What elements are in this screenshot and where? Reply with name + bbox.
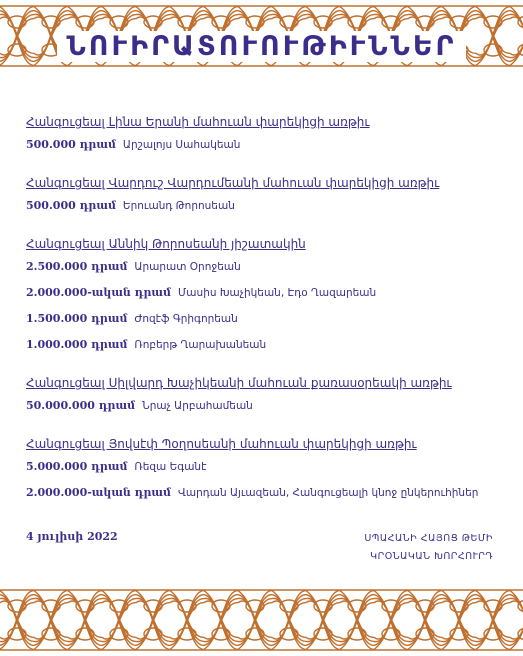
donation-amount: 500.000 դրամ	[26, 138, 116, 151]
donor-name: Ռեզա Եգանէ	[134, 461, 207, 473]
donation-amount: 1.500.000 դրամ	[26, 312, 128, 325]
section-heading: Հանգուցեալ Լինա Երանի մահուան փարեկիցի առթիւ	[26, 115, 370, 129]
donor-name: Վարդան Այւազեան, Հանգուցեալի կնոջ ընկերուհիներ	[178, 487, 479, 499]
donor-name: Ռոբերթ Ղարախանեան	[134, 339, 267, 351]
section-heading: Հանգուցեալ Յովսէփ Պօղոսեանի մահուան փարեկիցի առթիւ	[26, 437, 417, 451]
page-title: ՆՈՒԻՐԱՏՈՒՈՒԹԻՒՆՆԵՐ	[0, 30, 523, 64]
donation-section	[26, 112, 506, 158]
donation-amount: 500.000 դրամ	[26, 199, 116, 212]
donor-name: Նրաչ Արբահամեան	[142, 400, 253, 412]
donation-section	[26, 373, 506, 419]
donation-entry	[26, 393, 506, 419]
donation-amount: 5.000.000 դրամ	[26, 460, 128, 473]
donation-section	[26, 234, 506, 358]
donation-entry	[26, 480, 506, 506]
signature-line-1: ՍՊԱՀԱՆԻ ՀԱՅՈՑ ԹԵՄԻ	[364, 533, 493, 544]
donation-entry	[26, 132, 506, 158]
celtic-knot-border-bottom	[0, 586, 523, 654]
donation-entry	[26, 306, 506, 332]
donations-list	[26, 112, 506, 521]
bottom-ornament-band	[0, 586, 523, 654]
donation-amount: 2.500.000 դրամ	[26, 260, 128, 273]
publication-date: 4 յուլիսի 2022	[26, 530, 118, 543]
signature-line-2: ԿՐՕՆԱԿԱՆ ԽՈՐՀՈՒՐԴ	[370, 551, 493, 562]
donor-name: Երուանդ Թորոսեան	[122, 200, 235, 212]
donation-amount: 2.000.000-ական դրամ	[26, 286, 171, 299]
donor-name: Արարատ Օրոջեան	[134, 261, 241, 273]
donation-section	[26, 173, 506, 219]
section-heading: Հանգուցեալ Սիլվարդ Խաչիկեանի մահուան քառասօրեակի առթիւ	[26, 376, 452, 390]
section-heading: Հանգուցեալ Վարդուշ Վարդումեանի մահուան փարեկիցի առթիւ	[26, 176, 440, 190]
donation-section	[26, 434, 506, 506]
section-heading: Հանգուցեալ Աննիկ Թորոսեանի յիշատակին	[26, 237, 306, 251]
signature-block	[364, 530, 493, 566]
donation-amount: 2.000.000-ական դրամ	[26, 486, 171, 499]
donor-name: Մասիս Խաչիկեան, Էդօ Ղազարեան	[178, 287, 377, 299]
donation-amount: 50.000.000 դրամ	[26, 399, 136, 412]
donation-entry	[26, 280, 506, 306]
donation-entry	[26, 454, 506, 480]
donation-amount: 1.000.000 դրամ	[26, 338, 128, 351]
knot-strands	[0, 590, 523, 650]
donor-name: Ժոզէֆ Գրիգորեան	[134, 313, 238, 325]
donation-entry	[26, 193, 506, 219]
donor-name: Արշալոյս Սահակեան	[122, 139, 241, 151]
donation-entry	[26, 254, 506, 280]
donation-entry	[26, 332, 506, 358]
